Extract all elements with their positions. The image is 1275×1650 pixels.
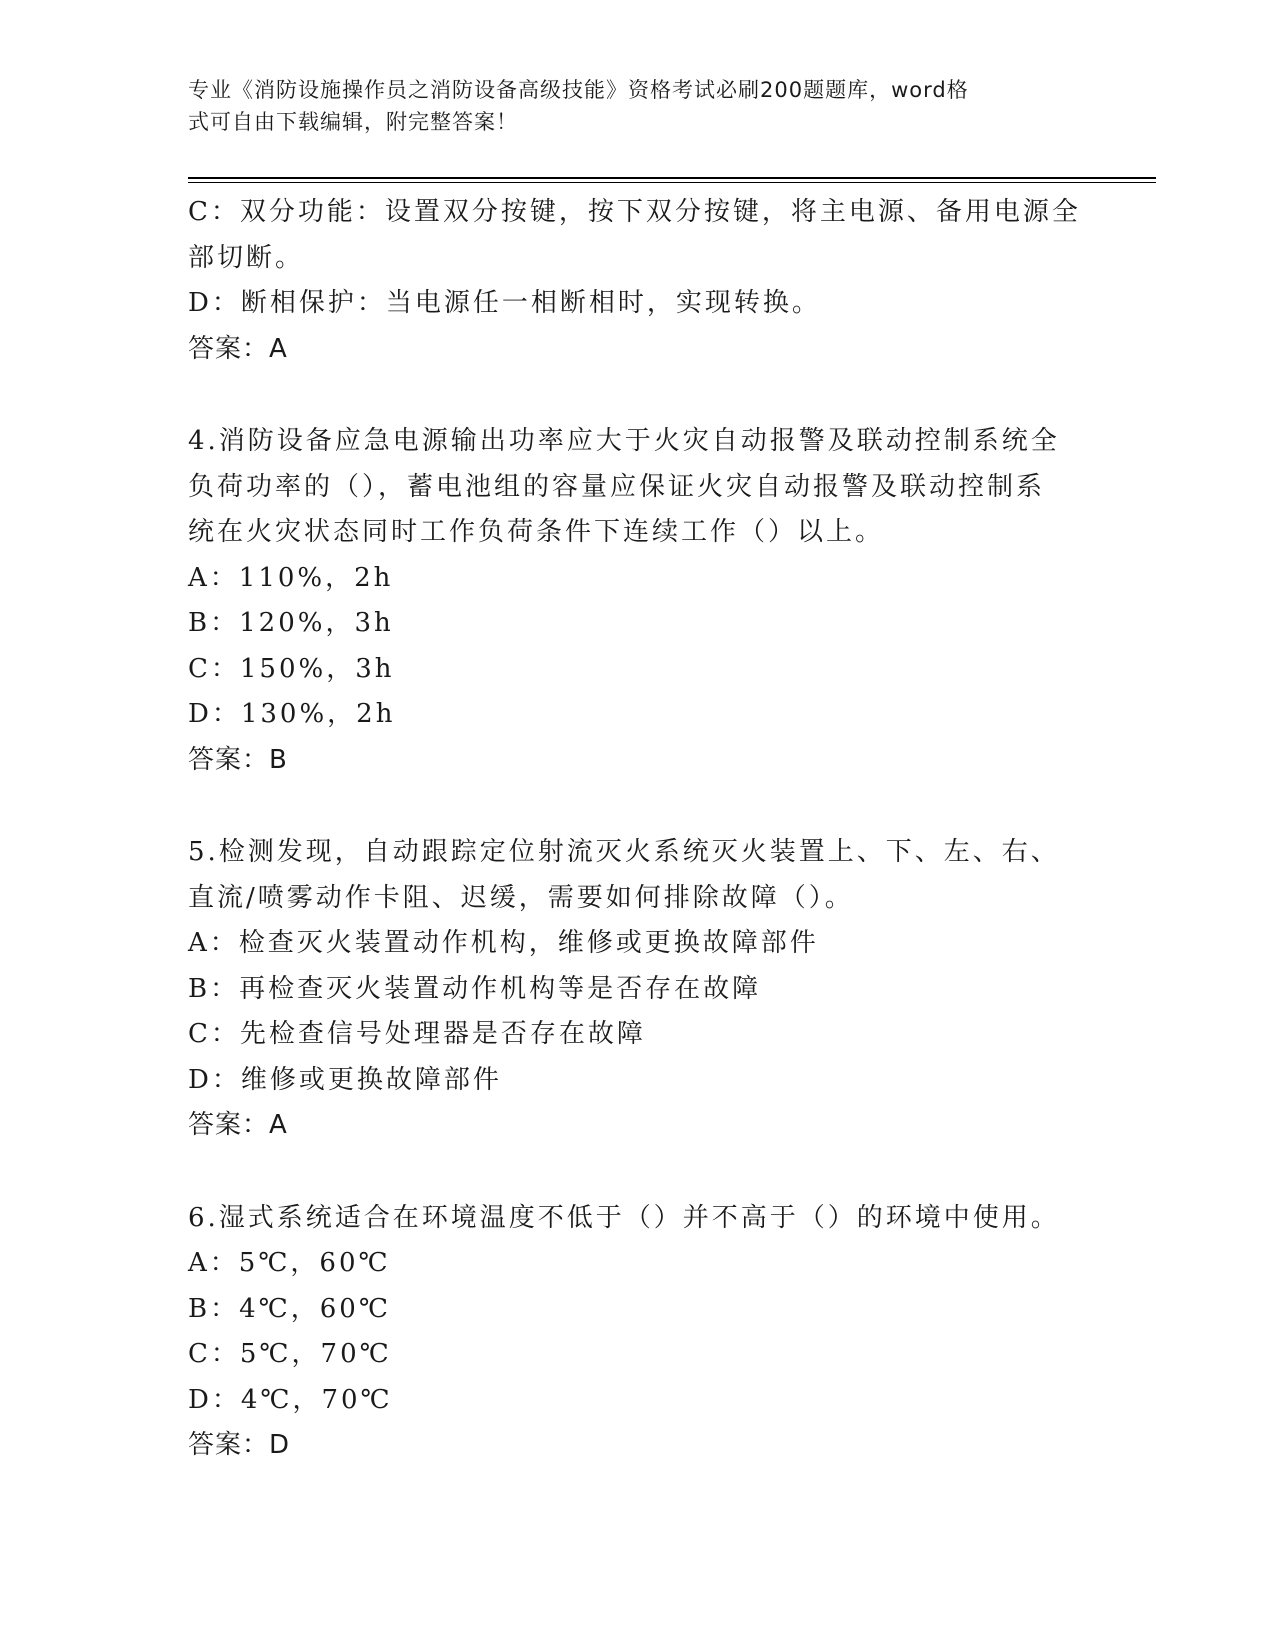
option-c: C：5℃，70℃ — [188, 1339, 392, 1369]
question-5 — [188, 830, 1088, 1149]
question-stem-line: 5.检测发现，自动跟踪定位射流灭火系统灭火装置上、下、左、右、 — [188, 837, 1060, 867]
option-c-continued: 部切断。 — [188, 242, 305, 273]
question-stem-line: 6.湿式系统适合在环境温度不低于（）并不高于（）的环境中使用。 — [188, 1202, 1060, 1233]
option-b: B：再检查灭火装置动作机构等是否存在故障 — [188, 973, 762, 1004]
option-c: C：150%，3h — [188, 653, 395, 684]
question-stem-line: 4.消防设备应急电源输出功率应大于火灾自动报警及联动控制系统全 — [188, 426, 1060, 456]
question-spacer — [188, 372, 1088, 419]
option-a: A：5℃，60℃ — [188, 1248, 391, 1278]
option-b: B：4℃，60℃ — [188, 1293, 391, 1324]
answer-line: 答案：B — [188, 744, 288, 775]
question-content — [188, 190, 1088, 1469]
answer-line: 答案：D — [188, 1430, 291, 1460]
question-spacer — [188, 1149, 1088, 1196]
header-divider-thick — [188, 177, 1156, 179]
option-a: A：检查灭火装置动作机构，维修或更换故障部件 — [188, 928, 819, 958]
question-3-continued — [188, 190, 1088, 372]
option-d: D：4℃，70℃ — [188, 1384, 393, 1415]
header-title-line-1: 专业《消防设施操作员之消防设备高级技能》资格考试必刷200题题库，word格 — [188, 78, 969, 102]
option-c: C：双分功能：设置双分按键，按下双分按键，将主电源、备用电源全 — [188, 197, 1081, 227]
option-b: B：120%，3h — [188, 608, 394, 638]
question-stem-line: 直流/喷雾动作卡阻、迟缓，需要如何排除故障（）。 — [188, 882, 854, 913]
option-a: A：110%，2h — [188, 562, 394, 593]
option-d: D：断相保护：当电源任一相断相时，实现转换。 — [188, 288, 821, 318]
answer-line: 答案：A — [188, 1110, 288, 1140]
header-divider-thin — [188, 182, 1156, 183]
option-d: D：130%，2h — [188, 699, 396, 729]
question-4 — [188, 419, 1088, 783]
answer-line: 答案：A — [188, 333, 288, 364]
option-d: D：维修或更换故障部件 — [188, 1064, 502, 1095]
option-c: C：先检查信号处理器是否存在故障 — [188, 1019, 646, 1049]
question-stem-line: 统在火灾状态同时工作负荷条件下连续工作（）以上。 — [188, 517, 885, 547]
header-title-line-2: 式可自由下载编辑，附完整答案！ — [188, 110, 518, 134]
question-spacer — [188, 783, 1088, 830]
question-stem-line: 负荷功率的（），蓄电池组的容量应保证火灾自动报警及联动控制系 — [188, 471, 1046, 502]
document-header — [188, 74, 1068, 138]
question-6 — [188, 1196, 1088, 1469]
